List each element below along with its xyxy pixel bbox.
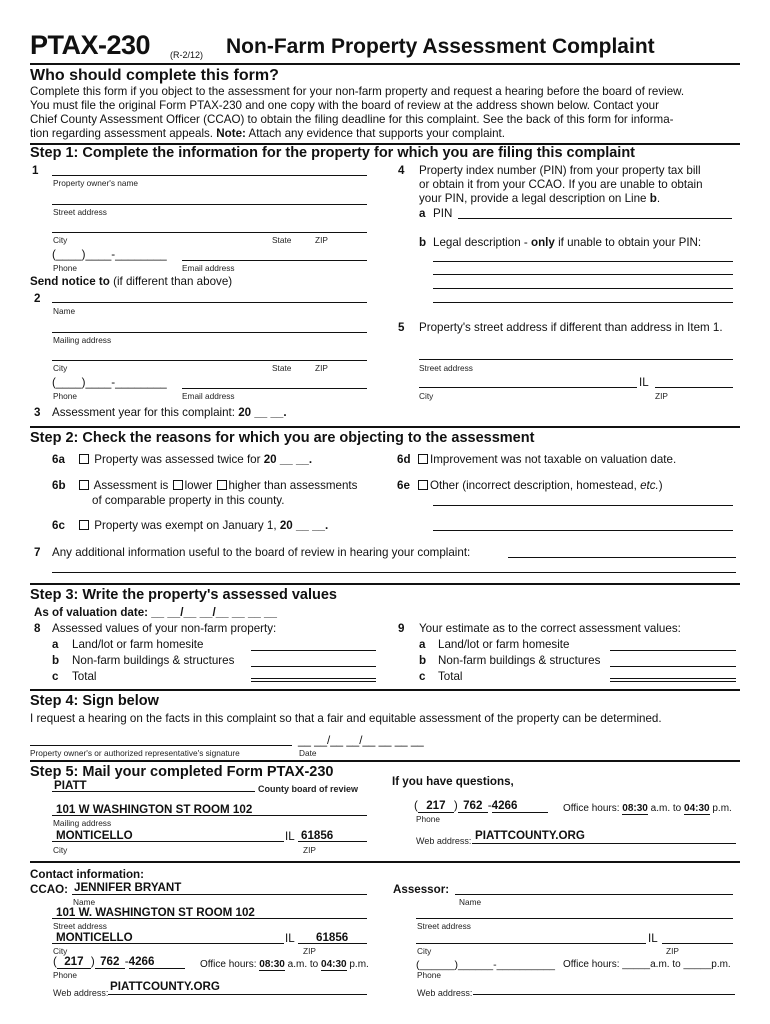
street-address-field[interactable] — [52, 204, 367, 205]
assessor-name-label: Name — [459, 897, 482, 907]
item-8c-text: Total — [72, 670, 97, 683]
estimate-buildings-value-field[interactable] — [610, 666, 736, 667]
board-web-address[interactable]: PIATTCOUNTY.ORG — [475, 829, 585, 842]
estimate-total-field[interactable] — [610, 681, 736, 682]
assessor-zip-field[interactable] — [662, 943, 733, 944]
notice-mailing-field[interactable] — [52, 332, 367, 333]
item-3-number: 3 — [34, 406, 41, 419]
notice-phone-field[interactable]: (____)____-________ — [52, 376, 167, 389]
item-9-number: 9 — [398, 622, 405, 635]
property-city-label: City — [419, 391, 434, 401]
reason-6c-number: 6c — [52, 519, 65, 532]
board-state-il: IL — [285, 830, 295, 843]
step4-text: I request a hearing on the facts in this complaint so that a fair and equitable assessment of the property can be determined. — [30, 712, 662, 725]
item-9b-text: Non-farm buildings & structures — [438, 654, 601, 667]
item-9b-letter: b — [419, 654, 427, 667]
property-street-field[interactable] — [419, 359, 733, 360]
reason-6c-checkbox[interactable] — [79, 520, 89, 530]
owner-name-label: Property owner's name — [53, 178, 139, 188]
item-8c-letter: c — [52, 670, 59, 683]
board-zip-label: ZIP — [303, 845, 316, 855]
assessor-street-label: Street address — [417, 921, 471, 931]
date-field[interactable]: __ __/__ __/__ __ __ __ — [298, 734, 424, 747]
reason-6e-number: 6e — [397, 479, 410, 492]
ccao-city-label: City — [53, 946, 68, 956]
city-state-zip-field[interactable] — [52, 232, 367, 233]
legal-description-label: Legal description - only if unable to obtain your PIN: — [433, 236, 702, 249]
board-web-label: Web address: — [416, 836, 472, 846]
assessed-land-value-field[interactable] — [251, 650, 376, 651]
step2-heading: Step 2: Check the reasons for which you are objecting to the assessment — [30, 430, 535, 446]
ccao-phone-label: Phone — [53, 970, 77, 980]
email-label: Email address — [182, 263, 235, 273]
pin-field[interactable] — [458, 218, 732, 219]
owner-name-field[interactable] — [52, 175, 367, 176]
pin-label: PIN — [433, 207, 453, 220]
form-revision: (R-2/12) — [170, 50, 204, 60]
signature-label: Property owner's or authorized representative's signature — [30, 748, 240, 758]
reason-6b-line-2: of comparable property in this county. — [92, 494, 285, 507]
reason-6a: Property was assessed twice for 20 __ __. — [78, 453, 312, 466]
ccao-office-hours[interactable]: Office hours: 08:30 a.m. to 04:30 p.m. — [200, 959, 369, 970]
zip-label: ZIP — [315, 235, 328, 245]
form-id: PTAX-230 — [30, 30, 151, 60]
step1-heading: Step 1: Complete the information for the property for which you are filing this complaint — [30, 145, 636, 161]
state-label: State — [272, 235, 292, 245]
notice-email-label: Email address — [182, 391, 235, 401]
reason-6a-number: 6a — [52, 453, 65, 466]
property-zip-field[interactable] — [655, 387, 733, 388]
assessor-phone-field[interactable]: (______)______-__________ — [416, 959, 555, 971]
street-address-label: Street address — [53, 207, 107, 217]
assessor-zip-label: ZIP — [666, 946, 679, 956]
board-city[interactable]: MONTICELLO — [56, 829, 133, 842]
board-phone[interactable]: ( 217 ) 762 -4266 — [414, 799, 548, 813]
ccao-zip[interactable]: 61856 — [316, 931, 349, 944]
item-8a-letter: a — [52, 638, 59, 651]
reason-6e-checkbox[interactable] — [418, 480, 428, 490]
assessor-city-field[interactable] — [416, 943, 646, 944]
other-reason-line-1[interactable] — [433, 505, 733, 506]
item-1-number: 1 — [32, 164, 39, 177]
board-mailing-label: Mailing address — [53, 818, 112, 828]
assessor-street-field[interactable] — [416, 918, 733, 919]
assessor-phone-label: Phone — [417, 970, 441, 980]
legal-description-line-2[interactable] — [433, 274, 733, 275]
property-state-il: IL — [639, 376, 649, 389]
intro-line-2: You must file the original Form PTAX-230 and one copy with the board of review at the address shown below. Contact your — [30, 99, 659, 112]
item-7-number: 7 — [34, 546, 41, 559]
item-8-text: Assessed values of your non-farm property: — [52, 622, 277, 635]
assessed-buildings-value-field[interactable] — [251, 666, 376, 667]
legal-description-line-3[interactable] — [433, 288, 733, 289]
ccao-street[interactable]: 101 W. WASHINGTON ST ROOM 102 — [56, 906, 255, 919]
intro-line-4: tion regarding assessment appeals. Note: Attach any evidence that supports your complaint. — [30, 127, 505, 140]
item-8a-text: Land/lot or farm homesite — [72, 638, 204, 651]
valuation-date[interactable]: As of valuation date: __ __/__ __/__ __ __ __ — [34, 606, 277, 619]
reason-6b: Assessment is lower higher than assessments — [78, 479, 357, 492]
additional-info-line-2[interactable] — [52, 572, 736, 573]
notice-state-label: State — [272, 363, 292, 373]
item-2-number: 2 — [34, 292, 41, 305]
item-8-number: 8 — [34, 622, 41, 635]
notice-city-field[interactable] — [52, 360, 367, 361]
board-zip[interactable]: 61856 — [301, 829, 334, 842]
ccao-web-label: Web address: — [53, 988, 109, 998]
assessor-web-label: Web address: — [417, 988, 473, 998]
ccao-name[interactable]: JENNIFER BRYANT — [74, 881, 182, 894]
item-4-line-1: Property index number (PIN) from your property tax bill — [419, 164, 701, 177]
reason-6b-checkbox[interactable] — [79, 480, 89, 490]
item-4a-letter: a — [419, 207, 426, 220]
item-8b-text: Non-farm buildings & structures — [72, 654, 235, 667]
other-reason-line-2[interactable] — [433, 530, 733, 531]
ccao-state-il: IL — [285, 932, 295, 945]
board-office-hours[interactable]: Office hours: 08:30 a.m. to 04:30 p.m. — [563, 803, 732, 814]
item-8b-letter: b — [52, 654, 60, 667]
step3-heading: Step 3: Write the property's assessed values — [30, 587, 337, 603]
lower-checkbox[interactable] — [173, 480, 183, 490]
item-9c-text: Total — [438, 670, 463, 683]
step5-heading: Step 5: Mail your completed Form PTAX-230 — [30, 764, 334, 780]
header-rule — [30, 63, 740, 65]
date-label: Date — [299, 748, 317, 758]
email-field[interactable] — [182, 260, 367, 261]
item-4b-letter: b — [419, 236, 427, 249]
assessor-name-field[interactable] — [455, 894, 733, 895]
assessor-city-label: City — [417, 946, 432, 956]
assessment-year-field[interactable]: Assessment year for this complaint: 20 __ __. — [52, 406, 287, 419]
legal-description-line-4[interactable] — [433, 302, 733, 303]
estimate-land-value-field[interactable] — [610, 650, 736, 651]
city-label: City — [53, 235, 68, 245]
assessor-office-hours[interactable]: Office hours: _____a.m. to _____p.m. — [563, 959, 731, 970]
reason-6a-checkbox[interactable] — [79, 454, 89, 464]
item-9-text: Your estimate as to the correct assessment values: — [419, 622, 681, 635]
board-county[interactable]: PIATT — [54, 779, 87, 792]
assessor-web-field[interactable] — [473, 994, 735, 995]
intro-line-3: Chief County Assessment Officer (CCAO) to obtain the filing deadline for this complaint. See the back of this form for informa- — [30, 113, 674, 126]
ccao-street-label: Street address — [53, 921, 107, 931]
ccao-city[interactable]: MONTICELLO — [56, 931, 133, 944]
county-board-label: County board of review — [258, 784, 359, 794]
phone-label: Phone — [53, 263, 77, 273]
ccao-name-label: Name — [73, 897, 96, 907]
item-9a-text: Land/lot or farm homesite — [438, 638, 570, 651]
phone-field[interactable]: (____)____-________ — [52, 248, 167, 261]
item-4-line-2: or obtain it from your CCAO. If you are unable to obtain — [419, 178, 703, 191]
assessor-label: Assessor: — [393, 883, 450, 896]
item-9a-letter: a — [419, 638, 426, 651]
ccao-label: CCAO: — [30, 883, 68, 896]
item-4-number: 4 — [398, 164, 405, 177]
property-city-field[interactable] — [419, 387, 637, 388]
item-5-number: 5 — [398, 321, 405, 334]
assessor-state-il: IL — [648, 932, 658, 945]
step4-heading: Step 4: Sign below — [30, 693, 159, 709]
notice-zip-label: ZIP — [315, 363, 328, 373]
reason-6d-number: 6d — [397, 453, 411, 466]
ccao-phone[interactable]: ( 217 ) 762 -4266 — [53, 955, 185, 969]
assessed-total-field[interactable] — [251, 681, 376, 682]
intro-heading: Who should complete this form? — [30, 67, 279, 84]
additional-info-line-1[interactable] — [508, 557, 736, 558]
board-mailing-address[interactable]: 101 W WASHINGTON ST ROOM 102 — [56, 803, 253, 816]
property-street-label: Street address — [419, 363, 473, 373]
form-title: Non-Farm Property Assessment Complaint — [226, 35, 655, 58]
item-4-line-3: your PIN, provide a legal description on Line b. — [419, 192, 661, 205]
item-5-text: Property's street address if different than address in Item 1. — [419, 321, 723, 334]
send-notice-label: Send notice to (if different than above) — [30, 275, 233, 288]
notice-phone-label: Phone — [53, 391, 77, 401]
board-phone-label: Phone — [416, 814, 440, 824]
signature-field[interactable] — [30, 745, 292, 746]
notice-city-label: City — [53, 363, 68, 373]
questions-heading: If you have questions, — [392, 775, 514, 788]
notice-email-field[interactable] — [182, 388, 367, 389]
reason-6b-number: 6b — [52, 479, 66, 492]
reason-6c: Property was exempt on January 1, 20 __ __. — [78, 519, 328, 532]
notice-name-field[interactable] — [52, 302, 367, 303]
ccao-zip-label: ZIP — [303, 946, 316, 956]
board-city-label: City — [53, 845, 68, 855]
intro-line-1: Complete this form if you object to the assessment for your non-farm property and request a hearing before the board of review. — [30, 85, 685, 98]
legal-description-line-1[interactable] — [433, 261, 733, 262]
ccao-web-address[interactable]: PIATTCOUNTY.ORG — [110, 980, 220, 993]
reason-6d-checkbox[interactable] — [418, 454, 428, 464]
notice-mailing-label: Mailing address — [53, 335, 112, 345]
item-9c-letter: c — [419, 670, 426, 683]
reason-6d: Improvement was not taxable on valuation date. — [417, 453, 676, 466]
notice-name-label: Name — [53, 306, 76, 316]
item-7-text: Any additional information useful to the board of review in hearing your complaint: — [52, 546, 471, 559]
property-zip-label: ZIP — [655, 391, 668, 401]
contact-heading: Contact information: — [30, 868, 144, 881]
reason-6e: Other (incorrect description, homestead, etc.) — [417, 479, 663, 492]
higher-checkbox[interactable] — [217, 480, 227, 490]
